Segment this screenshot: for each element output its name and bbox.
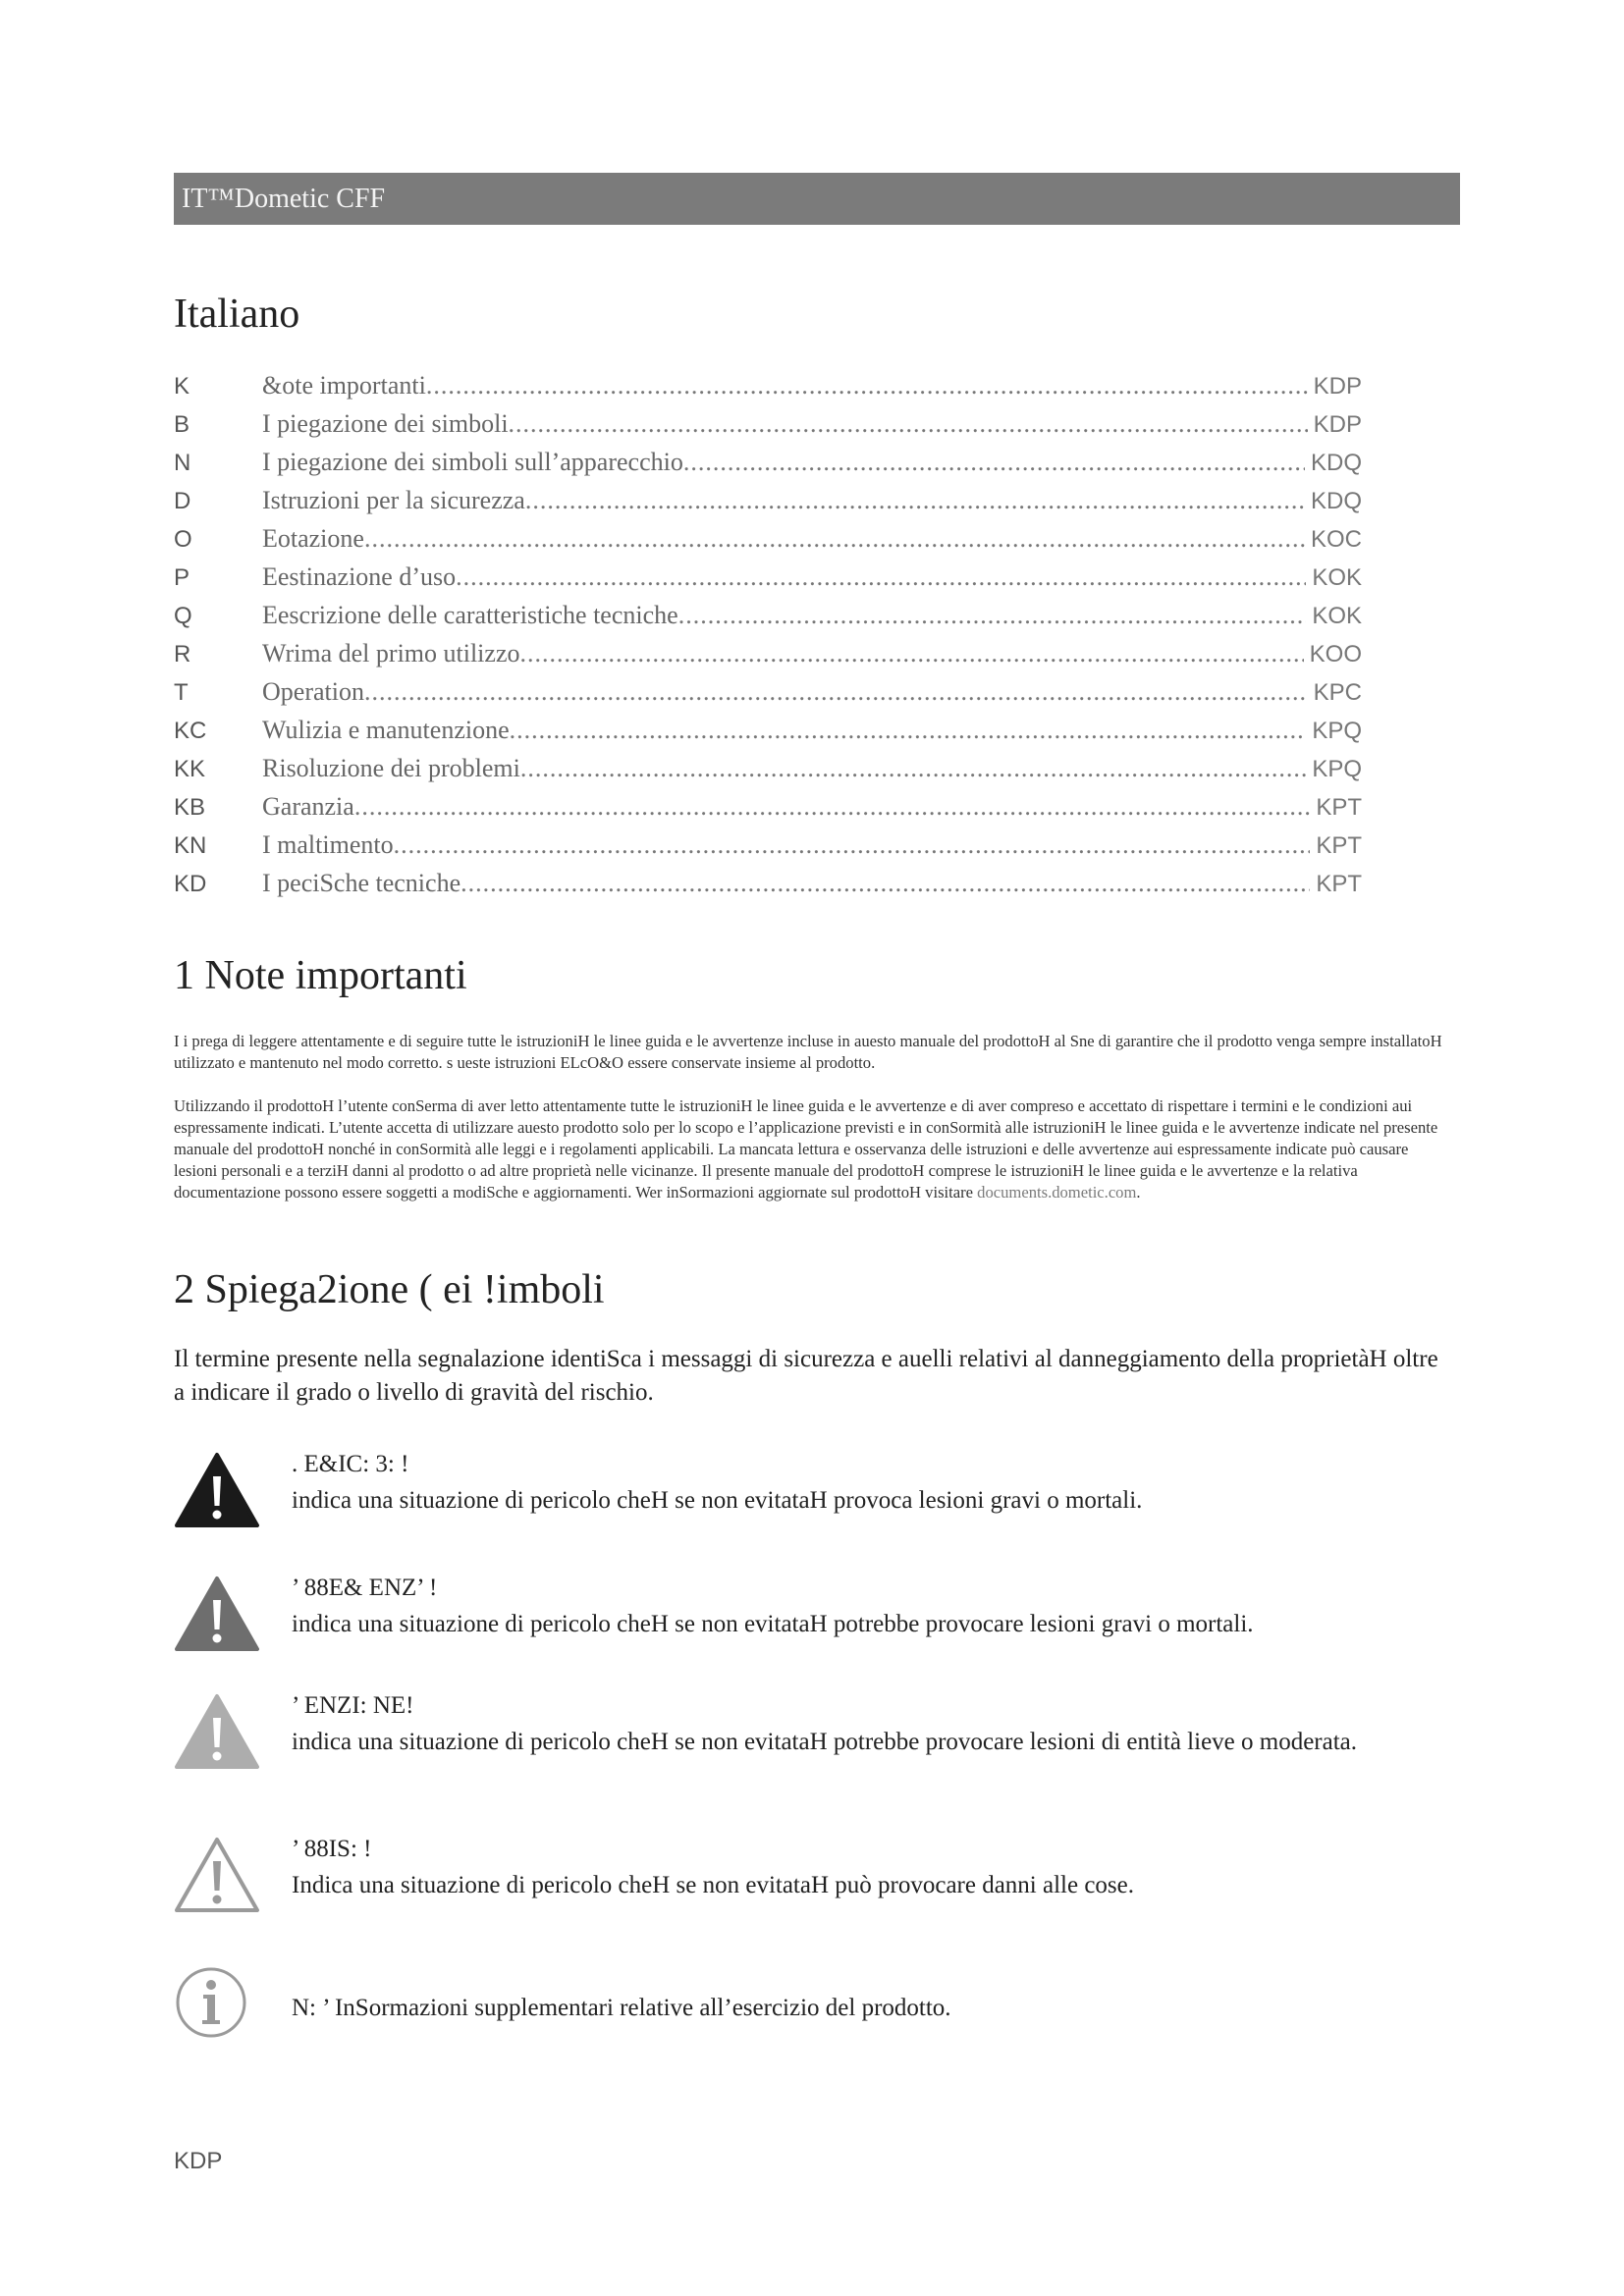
toc-item[interactable]: [174, 830, 1362, 869]
hazard-signal-word: ’ ENZI: NE!: [292, 1692, 414, 1719]
toc-item-title: Wrima del primo utilizzo: [262, 639, 520, 667]
hazard-signal-word: ’ 88IS: !: [292, 1836, 372, 1862]
toc-item-page: KPC: [1313, 679, 1362, 706]
hazard-description: indica una situazione di pericolo cheH se non evitataH potrebbe provocare lesioni gravi o mortali.: [292, 1611, 1254, 1637]
section-1-paragraph-2: [174, 1095, 1445, 1203]
warning-triangle-icon: [174, 1836, 260, 1914]
toc-item-page: KPT: [1316, 794, 1362, 821]
toc-item-page: KOO: [1309, 641, 1362, 667]
toc-item-page: KDP: [1313, 411, 1362, 438]
toc-item-number: K: [174, 373, 190, 400]
toc-item-title: Wulizia e manutenzione: [262, 716, 510, 744]
toc-item[interactable]: [174, 448, 1362, 486]
section-2-heading: 2 Spiega2ione ( ei !imboli: [174, 1267, 605, 1312]
toc-item-number: O: [174, 526, 192, 553]
toc-item-title: I piegazione dei simboli: [262, 409, 509, 438]
warning-triangle-icon: [174, 1692, 260, 1771]
toc-item-page: KPT: [1316, 832, 1362, 859]
toc-item-page: KOC: [1310, 526, 1362, 553]
toc-item-page: KPT: [1316, 871, 1362, 897]
toc-item[interactable]: [174, 524, 1362, 562]
toc-leader-dots: [520, 754, 1306, 783]
toc-item[interactable]: [174, 869, 1362, 907]
toc-item-number: KN: [174, 832, 207, 859]
hazard-description: indica una situazione di pericolo cheH se non evitataH provoca lesioni gravi o mortali.: [292, 1487, 1143, 1514]
toc-item-number: R: [174, 641, 191, 667]
section-2-intro: Il termine presente nella segnalazione identiSca i messaggi di sicurezza e auelli relativi al danneggiamento della proprietàH oltre a indicare il grado o livello di gravità del rischio.: [174, 1346, 1438, 1406]
section-1-paragraph-2-end: .: [1136, 1183, 1141, 1201]
toc-item-title: I maltimento: [262, 830, 394, 859]
toc-leader-dots: [509, 409, 1308, 439]
toc-item[interactable]: [174, 754, 1362, 792]
toc-item-number: KB: [174, 794, 206, 821]
toc-item-page: KOK: [1312, 564, 1362, 591]
toc-item-page: KDQ: [1310, 450, 1362, 476]
toc-leader-dots: [354, 792, 1310, 822]
toc-item[interactable]: [174, 409, 1362, 448]
toc-item[interactable]: [174, 601, 1362, 639]
toc-item-page: KOK: [1312, 603, 1362, 629]
toc-item[interactable]: [174, 639, 1362, 677]
toc-leader-dots: [364, 524, 1305, 554]
toc-item-title: Istruzioni per la sicurezza: [262, 486, 525, 514]
toc-item-page: KDQ: [1310, 488, 1362, 514]
toc-item-number: D: [174, 488, 191, 514]
toc-item-page: KDP: [1313, 373, 1362, 400]
toc-item-page: KPQ: [1312, 756, 1362, 782]
toc-leader-dots: [426, 371, 1308, 400]
toc-item-number: N: [174, 450, 191, 476]
toc-item[interactable]: [174, 677, 1362, 716]
toc-item-number: KC: [174, 718, 207, 744]
language-title: Italiano: [174, 292, 300, 337]
toc-leader-dots: [394, 830, 1311, 860]
toc-item-number: P: [174, 564, 190, 591]
toc-item-page: KPQ: [1312, 718, 1362, 744]
toc-item-number: KK: [174, 756, 206, 782]
toc-item-number: T: [174, 679, 189, 706]
toc-leader-dots: [510, 716, 1307, 745]
toc-item[interactable]: [174, 371, 1362, 409]
page-number: KDP: [174, 2148, 223, 2174]
hazard-signal-word: . E&IC: 3: !: [292, 1451, 409, 1477]
hazard-symbol-row: [174, 1451, 1470, 1559]
hazard-symbol-row: [174, 1692, 1470, 1800]
toc-item-title: Eotazione: [262, 524, 364, 553]
toc-item-title: Operation: [262, 677, 364, 706]
toc-leader-dots: [456, 562, 1306, 592]
toc-leader-dots: [520, 639, 1304, 668]
section-1-heading: 1 Note importanti: [174, 953, 467, 998]
toc-leader-dots: [364, 677, 1308, 707]
hazard-description: indica una situazione di pericolo cheH se non evitataH potrebbe provocare lesioni di entità lieve o moderata.: [292, 1729, 1358, 1755]
info-label: N: ’ InSormazioni supplementari relative all’esercizio del prodotto.: [292, 1995, 951, 2021]
section-1-paragraph-2-text: Utilizzando il prodottoH l’utente conSerma di aver letto attentamente tutte le istruzioniH le linee guida e le avvertenze e di aver compreso e accettato di rispettare i termini e le condizioni aui espressamente indicati. L’utente accetta di utilizzare auesto prodotto solo per lo scopo e l’applicazione previsti e in conSormità alle istruzioniH le linee guida e le avvertenze indicate nel presente manuale del prodottoH nonché in conSormità alle leggi e i regolamenti applicabili. La mancata lettura e osservanza delle istruzioni e delle avvertenze aui espressamente indicate può causare lesioni personali e a terziH danni al prodotto o ad altre proprietà nelle vicinanze. Il presente manuale del prodottoH comprese le istruzioniH le linee guida e le avvertenze e la relativa documentazione possono essere soggetti a modiSche e aggiornamenti. Wer inSormazioni aggiornate sul prodottoH visitare: [174, 1096, 1438, 1201]
toc-item-number: B: [174, 411, 190, 438]
toc-item-title: Eescrizione delle caratteristiche tecniche: [262, 601, 678, 629]
toc-item[interactable]: [174, 486, 1362, 524]
documents-link[interactable]: documents.dometic.com: [977, 1183, 1137, 1201]
toc-item-title: Risoluzione dei problemi: [262, 754, 520, 782]
toc-item-number: Q: [174, 603, 192, 629]
header-text: IT™Dometic CFF: [182, 183, 386, 214]
toc-item-title: Garanzia: [262, 792, 354, 821]
toc-item[interactable]: [174, 562, 1362, 601]
warning-triangle-icon: [174, 1575, 260, 1653]
toc-item-number: KD: [174, 871, 207, 897]
hazard-symbol-row: [174, 1575, 1470, 1682]
hazard-signal-word: ’ 88E& ENZ’ !: [292, 1575, 438, 1601]
toc-item-title: &ote importanti: [262, 371, 426, 400]
toc-leader-dots: [460, 869, 1310, 898]
toc-leader-dots: [525, 486, 1305, 515]
hazard-description: Indica una situazione di pericolo cheH se non evitataH può provocare danni alle cose.: [292, 1872, 1135, 1898]
toc-leader-dots: [678, 601, 1307, 630]
info-row: [174, 1965, 1470, 2044]
toc-item-title: I piegazione dei simboli sull’apparecchio: [262, 448, 683, 476]
warning-triangle-icon: [174, 1451, 260, 1529]
info-icon: [174, 1965, 248, 2040]
toc-item[interactable]: [174, 792, 1362, 830]
section-1-paragraph-1: I i prega di leggere attentamente e di seguire tutte le istruzioniH le linee guida e le avvertenze incluse in auesto manuale del prodottoH al Sne di garantire che il prodotto venga sempre installatoH utilizzato e mantenuto nel modo corretto. s ueste istruzioni ELcO&O essere conservate insieme al prodotto.: [174, 1032, 1442, 1072]
hazard-symbol-row: [174, 1836, 1470, 1944]
toc-item-title: I peciSche tecniche: [262, 869, 461, 897]
header-bar: [174, 173, 1460, 225]
toc-item[interactable]: [174, 716, 1362, 754]
table-of-contents: [174, 371, 1362, 907]
toc-leader-dots: [683, 448, 1305, 477]
toc-item-title: Eestinazione d’uso: [262, 562, 457, 591]
